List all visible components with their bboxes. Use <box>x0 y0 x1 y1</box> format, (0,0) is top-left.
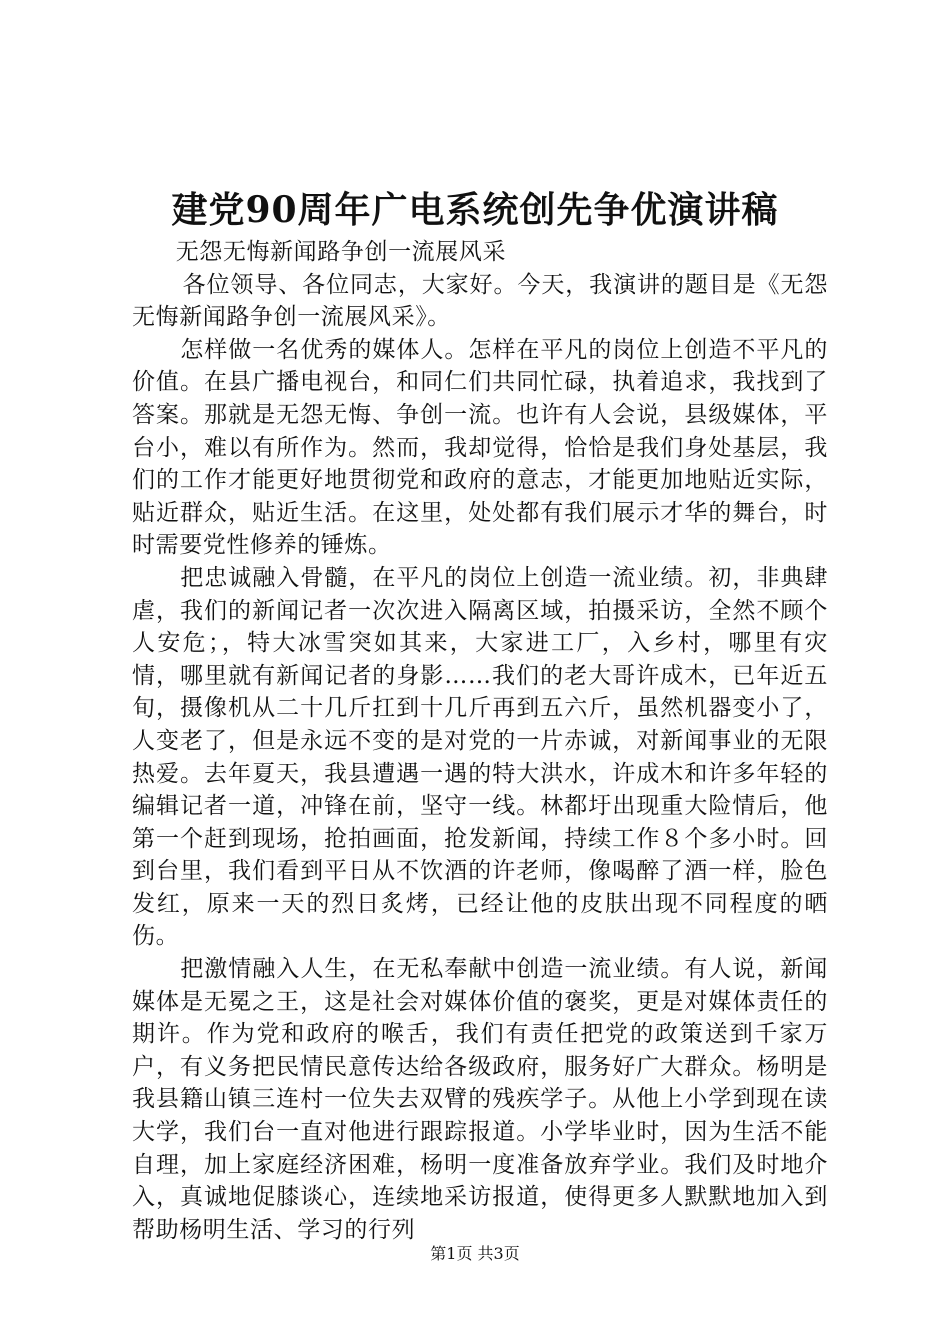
speech-subtitle: 无怨无悔新闻路争创一流展风采 <box>175 239 507 265</box>
document-body <box>132 236 828 1246</box>
paragraph-passion: 把激情融入人生，在无私奉献中创造一流业绩。有人说，新闻媒体是无冕之王，这是社会对媒体价值的褒奖，更是对媒体责任的期许。作为党和政府的喉舌，我们有责任把党的政策送到千家万户，有义务把民情民意传达给各级政府，服务好广大群众。杨明是我县籍山镇三连村一位失去双臂的残疾学子。从他上小学到现在读大学，我们台一直对他进行跟踪报道。小学毕业时，因为生活不能自理，加上家庭经济困难，杨明一度准备放弃学业。我们及时地介入，真诚地促膝谈心，连续地采访报道，使得更多人默默地加入到帮助杨明生活、学习的行列 <box>132 956 828 1243</box>
paragraph-loyalty: 把忠诚融入骨髓，在平凡的岗位上创造一流业绩。初，非典肆虐，我们的新闻记者一次次进入隔离区域，拍摄采访，全然不顾个人安危；，特大冰雪突如其来，大家进工厂，入乡村，哪里有灾情，哪里就有新闻记者的身影……我们的老大哥许成木，已年近五旬，摄像机从二十几斤扛到十几斤再到五六斤，虽然机器变小了，人变老了，但是永远不变的是对党的一片赤诚，对新闻事业的无限热爱。去年夏天，我县遭遇一遇的特大洪水，许成木和许多年轻的编辑记者一道，冲锋在前，坚守一线。林都圩出现重大险情后，他第一个赶到现场，抢拍画面，抢发新闻，持续工作８个多小时。回到台里，我们看到平日从不饮酒的许老师，像喝醉了酒一样，脸色发红，原来一天的烈日炙烤，已经让他的皮肤出现不同程度的晒伤。 <box>132 564 828 950</box>
page-number-footer: 第1页 共3页 <box>430 1244 520 1263</box>
paragraph-opening: 各位领导、各位同志，大家好。今天，我演讲的题目是《无怨无悔新闻路争创一流展风采》。 <box>132 271 828 331</box>
document-title: 建党90周年广电系统创先争优演讲稿 <box>171 189 779 231</box>
paragraph-media-person: 怎样做一名优秀的媒体人。怎样在平凡的岗位上创造不平凡的价值。在县广播电视台，和同仁们共同忙碌，执着追求，我找到了答案。那就是无怨无悔、争创一流。也许有人会说，县级媒体，平台小，难以有所作为。然而，我却觉得，恰恰是我们身处基层，我们的工作才能更好地贯彻党和政府的意志，才能更加地贴近实际，贴近群众，贴近生活。在这里，处处都有我们展示才华的舞台，时时需要党性修养的锤炼。 <box>132 336 828 559</box>
